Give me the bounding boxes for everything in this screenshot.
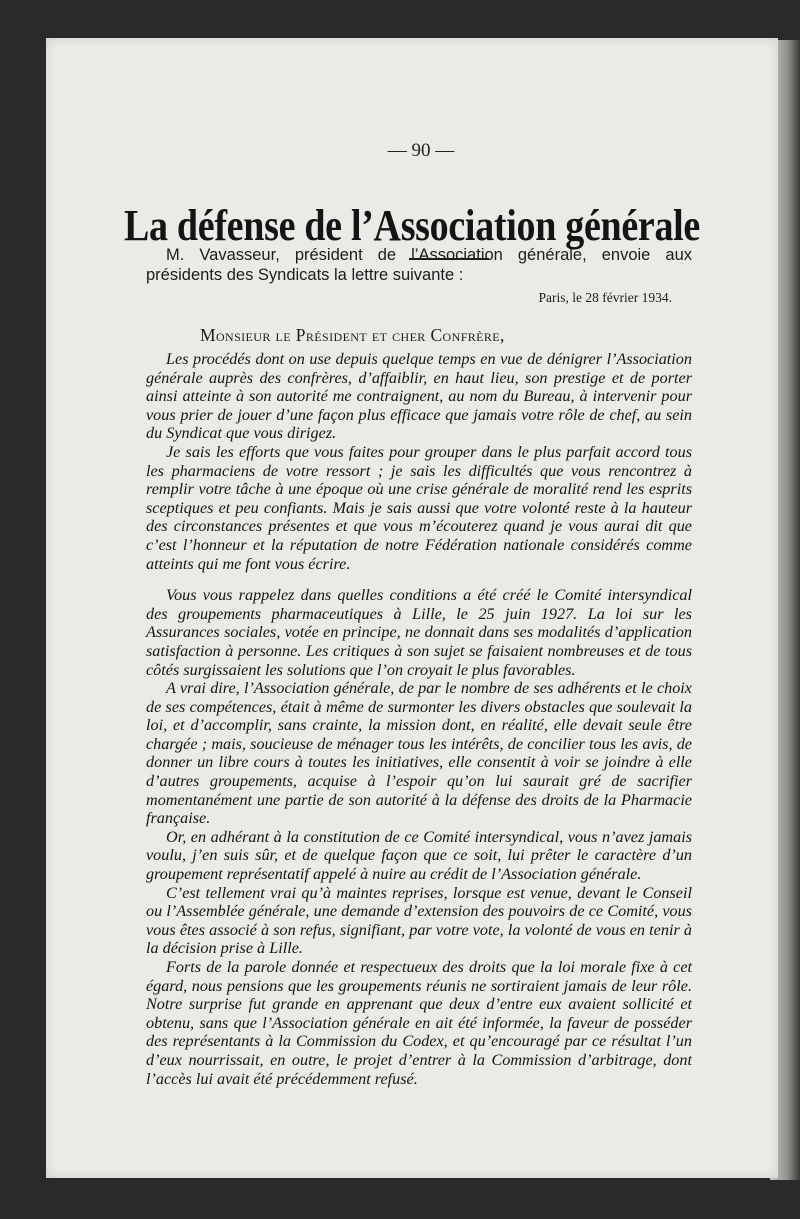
- letter-body: [146, 350, 692, 1088]
- letter-date: Paris, le 28 février 1934.: [538, 290, 672, 305]
- page-number: — 90 —: [387, 140, 455, 161]
- intro-paragraph: M. Vavasseur, président de l’Association générale, envoie aux présidents des Syndicats la lettre suivante :: [146, 246, 692, 284]
- article-title: La défense de l’Association générale: [123, 201, 700, 251]
- letter-paragraph: Forts de la parole donnée et respectueux des droits que la loi morale fixe à cet égard, nous pensions que les groupements réunis ne sortiraient jamais de leur rôle. Notre surprise fut grande en apprenant que deux d’entre eux avaient sollicité et obtenu, sans que l’Association générale en ait été informée, la faveur de posséder des représentants à la Commission du Codex, et qu’encouragé par ce résultat l’un d’eux nourrissait, en outre, le projet d’entrer à la Commission d’arbitrage, dont l’accès lui avait été précédemment refusé.: [146, 958, 692, 1088]
- letter-paragraph: C’est tellement vrai qu’à maintes reprises, lorsque est venue, devant le Conseil ou l’Assemblée générale, une demande d’extension des pouvoirs de ce Comité, vous vous êtes associé à son refus, signifiant, par votre vote, la volonté de vous en tenir à la décision prise à Lille.: [146, 883, 692, 958]
- letter-paragraph: Les procédés dont on use depuis quelque temps en vue de dénigrer l’Association générale auprès des confrères, d’affaiblir, en haut lieu, son prestige et de porter ainsi atteinte à son autorité me contraignent, au nom du Bureau, à intervenir pour vous prier de jouer d’une façon plus efficace que jamais votre rôle de chef, au sein du Syndicat que vous dirigez.: [146, 350, 692, 443]
- letter-paragraph: Or, en adhérant à la constitution de ce Comité intersyndical, vous n’avez jamais voulu, j’en suis sûr, et de quelque façon que ce soit, lui prêter le caractère d’un groupement représentatif appelé à nuire au crédit de l’Association générale.: [146, 827, 692, 884]
- letter-paragraph: Vous vous rappelez dans quelles conditions a été créé le Comité intersyndical des groupements pharmaceutiques à Lille, le 25 juin 1927. La loi sur les Assurances sociales, votée en principe, ne donnait dans ses modalités d’application satisfaction à personne. Les critiques à son sujet se faisaient nombreuses et de tous côtés surgissaient les solutions que l’on croyait le plus favorables.: [146, 586, 692, 679]
- letter-paragraph: Je sais les efforts que vous faites pour grouper dans le plus parfait accord tous les pharmaciens de votre ressort ; je sais les difficultés que vous rencontrez à remplir votre tâche à une époque où une crise générale de moralité rend les esprits sceptiques et peu confiants. Mais je sais aussi que votre volonté reste à la hauteur des circonstances présentes et que vous m’écouterez quand je vous aurai dit que c’est l’honneur et la réputation de notre Fédération nationale considérés comme atteints qui me font vous écrire.: [146, 442, 692, 573]
- letter-paragraph: A vrai dire, l’Association générale, de par le nombre de ses adhérents et le choix de ses compétences, était à même de surmonter les divers obstacles que soulevait la loi, et d’accomplir, sans crainte, la mission dont, en réalité, elle devait seule être chargée ; mais, soucieuse de ménager tous les intérêts, de concilier tous les avis, de donner un libre cours à toutes les initiatives, elle consentit à voir se joindre à elle d’autres groupements, acquise à l’espoir qu’on lui saurait gré de sacrifier momentanément une partie de son autorité à la défense des droits de la Pharmacie française.: [146, 679, 692, 828]
- letter-salutation: Monsieur le Président et cher Confrère,: [200, 325, 505, 345]
